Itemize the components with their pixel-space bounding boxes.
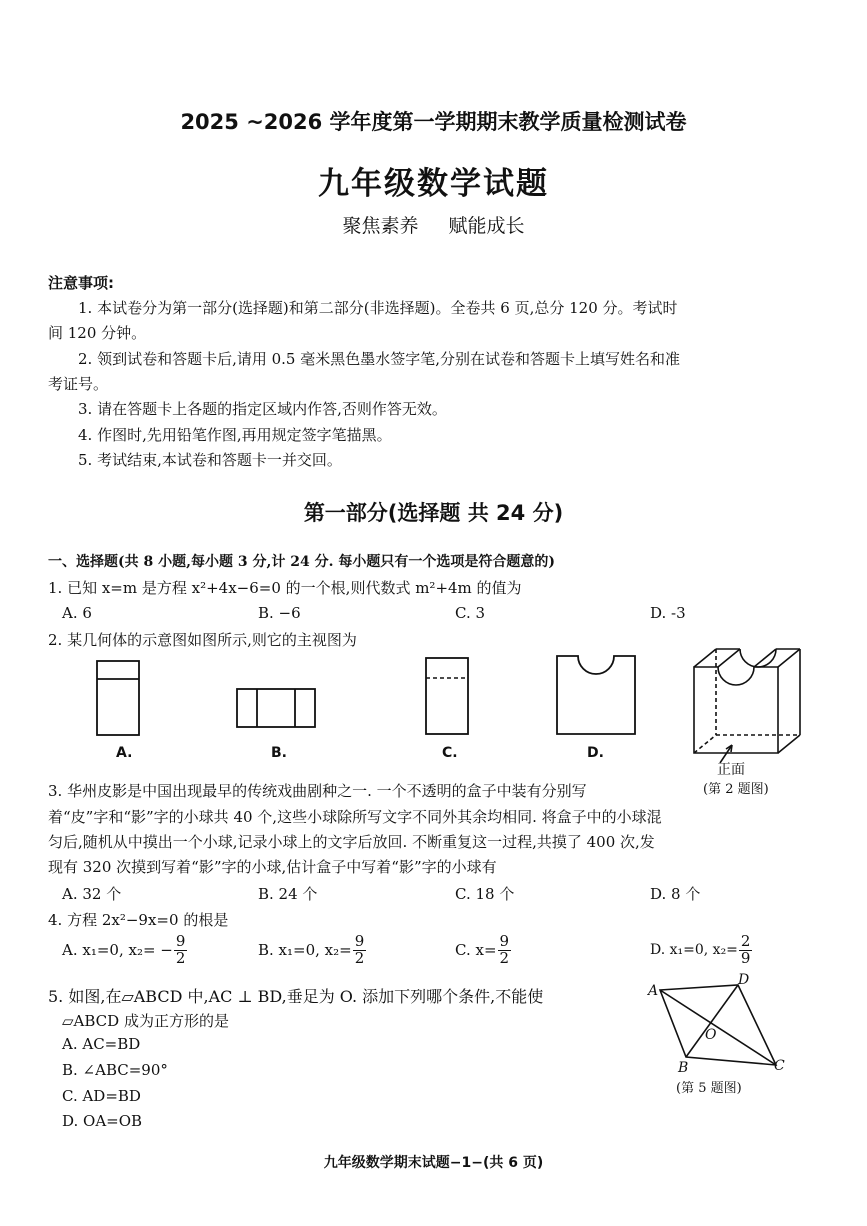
q1-option-a: A. 6 — [62, 604, 92, 622]
question-4-stem: 4. 方程 2x²−9x=0 的根是 — [48, 911, 229, 929]
q4-option-c-fraction: $\frac{9}{2}$ — [499, 932, 510, 967]
q1-option-b: B. −6 — [258, 604, 301, 622]
notice-line: 2. 领到试卷和答题卡后,请用 0.5 毫米黑色墨水签字笔,分别在试卷和答题卡上填写姓名和准 — [78, 350, 681, 368]
q2-front-label: 正面 — [717, 762, 745, 778]
q4-option-a — [62, 934, 188, 967]
q4-option-b-prefix: B. x₁=0, x₂= — [258, 941, 352, 960]
q2-option-d-figure — [556, 655, 636, 735]
q1-option-d: D. -3 — [650, 604, 686, 622]
q4-option-d — [650, 934, 753, 967]
q5-option-c: C. AD=BD — [62, 1087, 141, 1105]
notice-line: 5. 考试结束,本试卷和答题卡一并交回。 — [78, 451, 342, 469]
q5-point-d: D — [738, 972, 750, 988]
q5-point-o: O — [705, 1027, 717, 1043]
subject-title: 九年级数学试题 — [318, 166, 549, 202]
q2-label-a: A. — [116, 745, 133, 761]
notice-line: 考证号。 — [48, 375, 109, 393]
q4-option-a-fraction: $\frac{9}{2}$ — [175, 932, 186, 967]
section-instruction: 一、选择题(共 8 小题,每小题 3 分,计 24 分. 每小题只有一个选项是符合题意的) — [48, 554, 555, 570]
question-1-stem: 1. 已知 x=m 是方程 x²+4x−6=0 的一个根,则代数式 m²+4m 的值为 — [48, 579, 522, 597]
q1-option-c: C. 3 — [455, 604, 486, 622]
q4-option-c — [455, 934, 512, 967]
q2-option-a-figure — [96, 660, 140, 736]
q3-option-a: A. 32 个 — [62, 885, 122, 903]
q4-option-c-prefix: C. x= — [455, 941, 497, 960]
q5-parallelogram-figure — [650, 980, 790, 1075]
q4-option-a-prefix: A. x₁=0, x₂= − — [62, 941, 173, 960]
q2-option-b-figure — [236, 688, 316, 728]
question-5-line: ▱ABCD 成为正方形的是 — [62, 1012, 229, 1030]
q4-option-b-fraction: $\frac{9}{2}$ — [354, 932, 365, 967]
exam-title: 2025 ~2026 学年度第一学期期末教学质量检测试卷 — [180, 110, 687, 134]
q3-option-c: C. 18 个 — [455, 885, 515, 903]
section-heading: 第一部分(选择题 共 24 分) — [303, 501, 564, 525]
q2-label-d: D. — [587, 745, 604, 761]
q2-label-c: C. — [442, 745, 458, 761]
q5-option-b: B. ∠ABC=90° — [62, 1061, 168, 1079]
question-5-line: 5. 如图,在▱ABCD 中,AC ⊥ BD,垂足为 O. 添加下列哪个条件,不能使 — [48, 987, 544, 1006]
q2-caption: (第 2 题图) — [703, 782, 769, 797]
q3-option-d: D. 8 个 — [650, 885, 701, 903]
q4-option-b — [258, 934, 367, 967]
question-3-line: 现有 320 次摸到写着“影”字的小球,估计盒子中写着“影”字的小球有 — [48, 858, 497, 876]
notice-line: 1. 本试卷分为第一部分(选择题)和第二部分(非选择题)。全卷共 6 页,总分 120 分。考试时 — [78, 299, 678, 317]
notice-line: 4. 作图时,先用铅笔作图,再用规定签字笔描黑。 — [78, 426, 392, 444]
notice-line: 3. 请在答题卡上各题的指定区域内作答,否则作答无效。 — [78, 400, 447, 418]
q5-option-d: D. OA=OB — [62, 1112, 143, 1130]
motto: 聚焦素养 赋能成长 — [342, 215, 525, 237]
q5-caption: (第 5 题图) — [676, 1081, 742, 1096]
q4-option-d-prefix: D. x₁=0, x₂= — [650, 942, 738, 959]
question-3-line: 着“皮”字和“影”字的小球共 40 个,这些小球除所写文字不同外其余均相同. 将盒子中的小球混 — [48, 808, 662, 826]
q2-label-b: B. — [271, 745, 287, 761]
q2-solid-figure — [690, 645, 810, 770]
notice-line: 间 120 分钟。 — [48, 324, 147, 342]
q5-point-b: B — [678, 1060, 689, 1076]
q4-option-d-fraction: $\frac{2}{9}$ — [740, 932, 751, 967]
q5-point-a: A — [648, 983, 659, 999]
q5-point-c: C — [774, 1058, 785, 1074]
q3-option-b: B. 24 个 — [258, 885, 318, 903]
notice-heading: 注意事项: — [48, 274, 114, 292]
q5-option-a: A. AC=BD — [62, 1035, 141, 1053]
question-3-line: 匀后,随机从中摸出一个小球,记录小球上的文字后放回. 不断重复这一过程,共摸了 400 次,发 — [48, 833, 655, 851]
question-2-stem: 2. 某几何体的示意图如图所示,则它的主视图为 — [48, 631, 357, 649]
q2-option-c-figure — [425, 657, 469, 735]
question-3-line: 3. 华州皮影是中国出现最早的传统戏曲剧种之一. 一个不透明的盒子中装有分别写 — [48, 782, 587, 800]
page-footer: 九年级数学期末试题−1−(共 6 页) — [323, 1155, 544, 1171]
